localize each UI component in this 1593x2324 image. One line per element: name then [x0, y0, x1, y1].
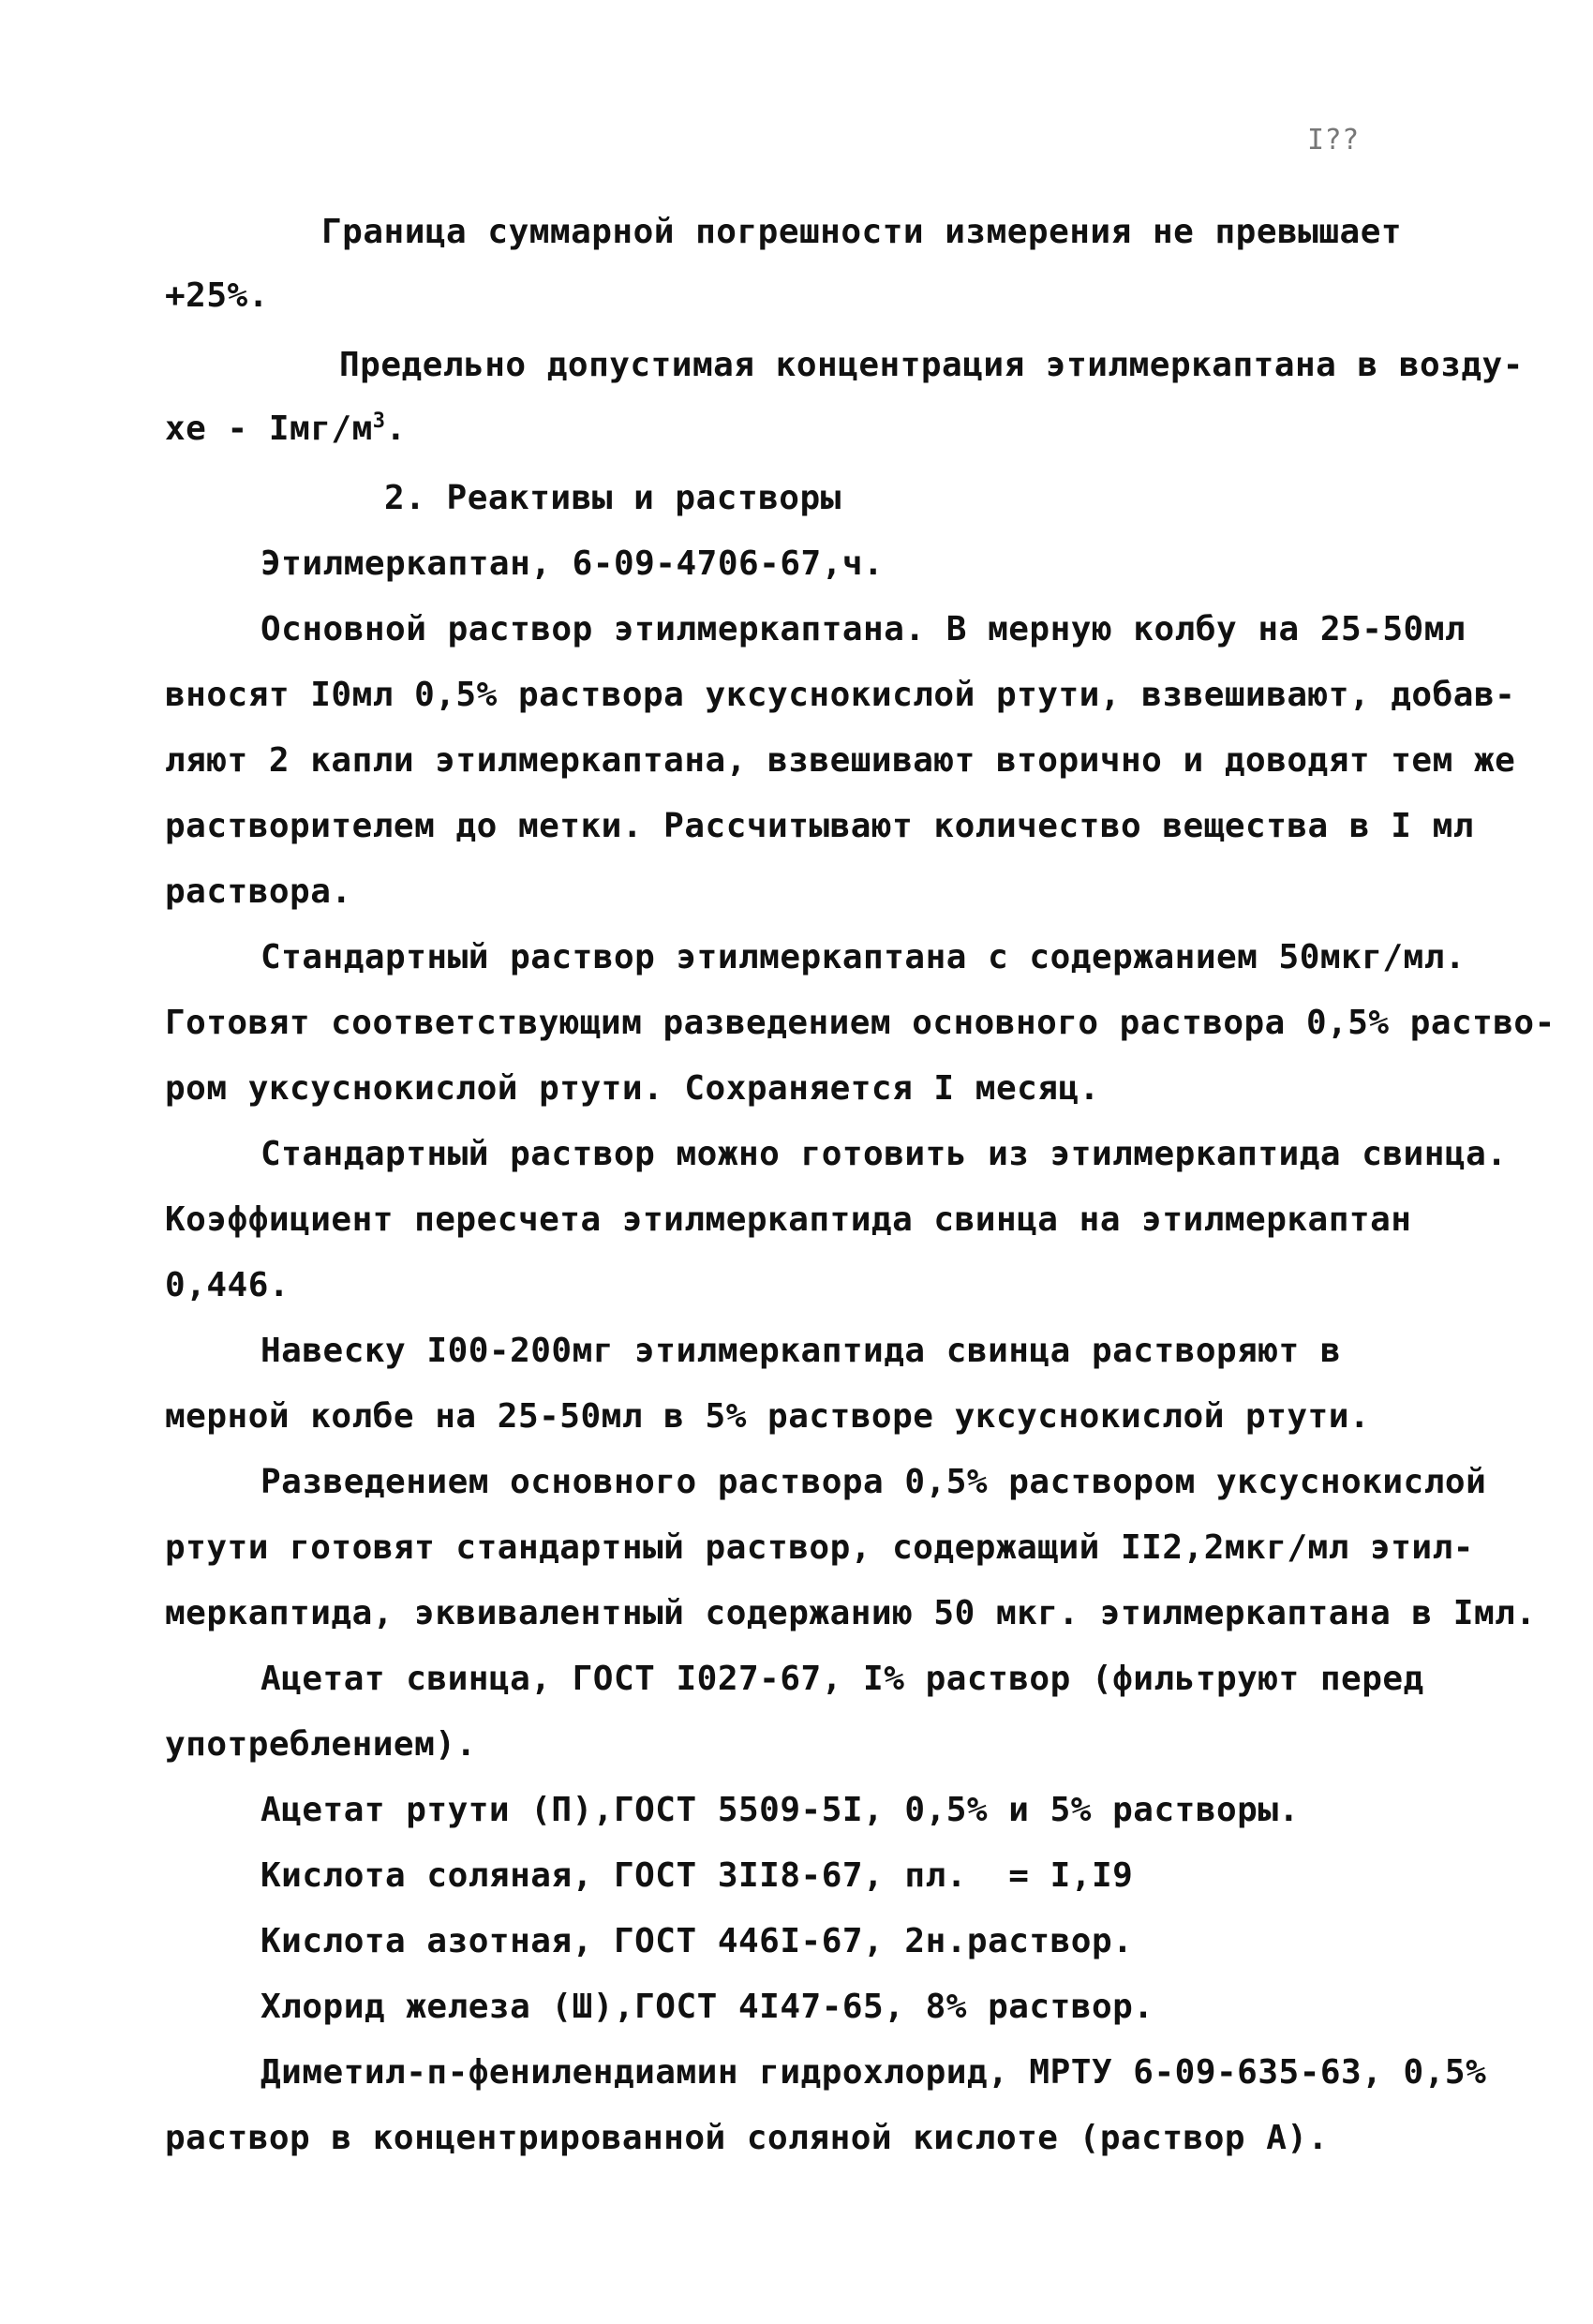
text-line-4-main: хе - Iмг/м	[165, 410, 373, 448]
text-line-2: +25%.	[165, 276, 269, 315]
text-line-22: меркаптида, эквивалентный содержанию 50 мкг. этилмеркаптана в Iмл.	[165, 1594, 1537, 1632]
text-line-26: Кислота соляная, ГОСТ 3II8-67, пл. = I,I9	[261, 1856, 1134, 1895]
text-line-17: 0,446.	[165, 1266, 290, 1304]
text-line-3: Предельно допустимая концентрация этилмеркаптана в возду-	[339, 346, 1524, 384]
text-line-29: Диметил-п-фенилендиамин гидрохлорид, МРТУ 6-09-635-63, 0,5%	[261, 2053, 1487, 2092]
text-line-28: Хлорид железа (Ш),ГОСТ 4I47-65, 8% раствор.	[261, 1988, 1154, 2026]
text-line-12: Стандартный раствор этилмеркаптана с содержанием 50мкг/мл.	[261, 938, 1466, 976]
text-line-24: употреблением).	[165, 1725, 477, 1764]
text-line-14: ром уксуснокислой ртути. Сохраняется I месяц.	[165, 1069, 1100, 1108]
text-line-4-end: .	[385, 410, 407, 448]
text-line-7: Основной раствор этилмеркаптана. В мерную колбу на 25-50мл	[261, 610, 1466, 648]
text-line-4	[165, 409, 407, 450]
text-line-11: раствора.	[165, 872, 352, 911]
text-line-23: Ацетат свинца, ГОСТ I027-67, I% раствор (фильтруют перед	[261, 1660, 1424, 1698]
text-line-18: Навеску I00-200мг этилмеркаптида свинца растворяют в	[261, 1332, 1342, 1370]
text-line-8: вносят I0мл 0,5% раствора уксуснокислой ртути, взвешивают, добав-	[165, 676, 1516, 714]
text-line-10: растворителем до метки. Рассчитывают количество вещества в I мл	[165, 807, 1474, 845]
text-line-19: мерной колбе на 25-50мл в 5% растворе уксуснокислой ртути.	[165, 1397, 1371, 1436]
text-line-16: Коэффициент пересчета этилмеркаптида свинца на этилмеркаптан	[165, 1200, 1412, 1239]
text-line-13: Готовят соответствующим разведением основного раствора 0,5% раство-	[165, 1004, 1556, 1042]
text-line-27: Кислота азотная, ГОСТ 446I-67, 2н.раствор.	[261, 1922, 1134, 1960]
text-line-6: Этилмеркаптан, 6-09-4706-67,ч.	[261, 544, 885, 583]
text-line-9: ляют 2 капли этилмеркаптана, взвешивают вторично и доводят тем же	[165, 741, 1516, 780]
text-line-1: Граница суммарной погрешности измерения не превышает	[321, 213, 1403, 251]
section-heading: 2. Реактивы и растворы	[384, 479, 841, 517]
text-line-25: Ацетат ртути (П),ГОСТ 5509-5I, 0,5% и 5% растворы.	[261, 1791, 1300, 1829]
text-line-20: Разведением основного раствора 0,5% раствором уксуснокислой	[261, 1463, 1487, 1501]
text-line-15: Стандартный раствор можно готовить из этилмеркаптида свинца.	[261, 1135, 1508, 1173]
text-line-21: ртути готовят стандартный раствор, содержащий II2,2мкг/мл этил-	[165, 1528, 1474, 1567]
superscript-3: 3	[372, 410, 386, 433]
page-number: I??	[1307, 124, 1360, 156]
text-line-30: раствор в концентрированной соляной кислоте (раствор А).	[165, 2119, 1329, 2157]
